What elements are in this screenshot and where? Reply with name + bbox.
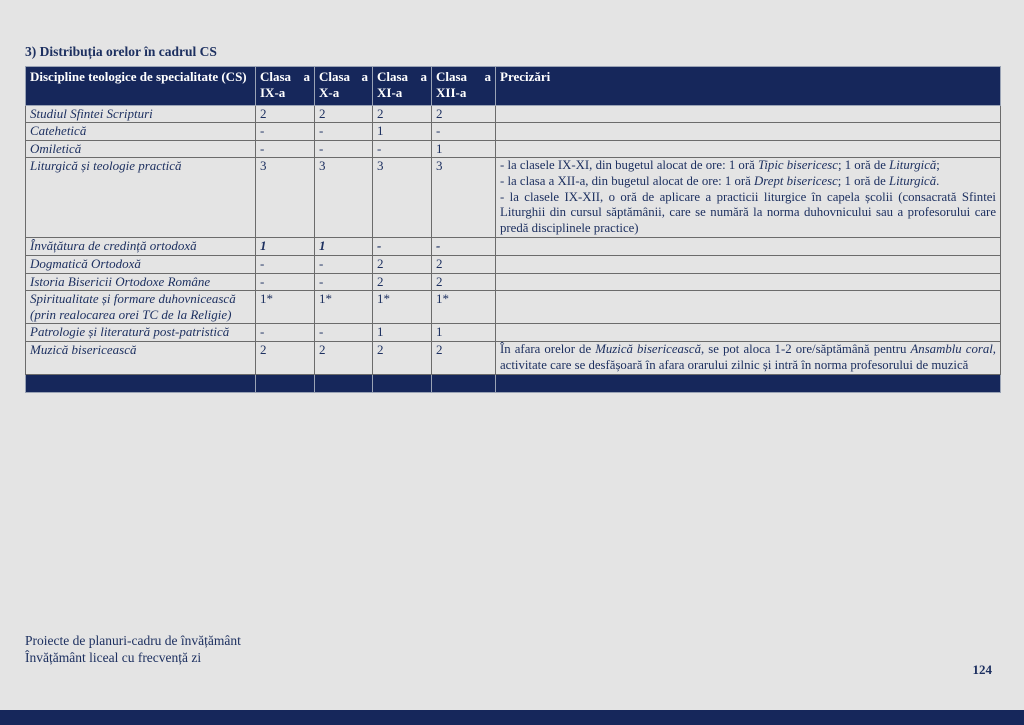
hours-cell: - bbox=[373, 238, 432, 256]
table-row bbox=[26, 238, 1001, 256]
discipline-cell: Muzică bisericească bbox=[26, 341, 256, 374]
hours-cell: 1* bbox=[315, 291, 373, 324]
hours-cell: 1 bbox=[432, 140, 496, 158]
table-row bbox=[26, 341, 1001, 374]
remarks-cell bbox=[496, 341, 1001, 374]
remarks-cell bbox=[496, 324, 1001, 342]
remarks-cell bbox=[496, 238, 1001, 256]
hours-cell: 2 bbox=[256, 341, 315, 374]
hours-cell: 3 bbox=[432, 158, 496, 238]
hours-cell: 3 bbox=[256, 158, 315, 238]
discipline-cell: Omiletică bbox=[26, 140, 256, 158]
header-class-11: Clasa a XI-a bbox=[373, 67, 432, 106]
hours-distribution-table bbox=[25, 66, 1001, 393]
table-bottom-band bbox=[26, 375, 1001, 393]
hours-cell: - bbox=[256, 273, 315, 291]
hours-cell: - bbox=[256, 140, 315, 158]
table-row bbox=[26, 105, 1001, 123]
section-title: 3) Distribuția orelor în cadrul CS bbox=[25, 44, 217, 59]
header-remarks: Precizări bbox=[496, 67, 1001, 106]
hours-cell: 2 bbox=[373, 255, 432, 273]
discipline-cell: Învățătura de credință ortodoxă bbox=[26, 238, 256, 256]
table-row bbox=[26, 255, 1001, 273]
footer-line-2: Învățământ liceal cu frecvență zi bbox=[25, 649, 202, 665]
discipline-cell: Patrologie și literatură post-patristică bbox=[26, 324, 256, 342]
hours-cell: 2 bbox=[373, 105, 432, 123]
discipline-cell: Dogmatică Ortodoxă bbox=[26, 255, 256, 273]
hours-cell: - bbox=[315, 324, 373, 342]
hours-cell: 2 bbox=[432, 273, 496, 291]
hours-cell: - bbox=[256, 324, 315, 342]
table-bottom-band-cell bbox=[26, 375, 256, 393]
hours-cell: - bbox=[432, 238, 496, 256]
page-number: 124 bbox=[972, 662, 992, 677]
remarks-cell bbox=[496, 158, 1001, 238]
footer-line-1: Proiecte de planuri-cadru de învățământ bbox=[25, 633, 241, 648]
remarks-paragraph: - la clasa a XII-a, din bugetul alocat de ore: 1 oră Drept bisericesc; 1 oră de Liturgică. bbox=[500, 173, 940, 188]
remarks-paragraph: - la clasele IX-XI, din bugetul alocat de ore: 1 oră Tipic bisericesc; 1 oră de Liturgică; bbox=[500, 158, 940, 173]
hours-cell: 1 bbox=[432, 324, 496, 342]
table-bottom-band-cell bbox=[432, 375, 496, 393]
hours-cell: 1* bbox=[432, 291, 496, 324]
hours-cell: 3 bbox=[315, 158, 373, 238]
table-row bbox=[26, 140, 1001, 158]
table-header bbox=[26, 67, 1001, 106]
header-discipline: Discipline teologice de specialitate (CS) bbox=[26, 67, 256, 106]
hours-cell: 3 bbox=[373, 158, 432, 238]
page-footer bbox=[25, 633, 241, 667]
table-row bbox=[26, 123, 1001, 141]
remarks-cell bbox=[496, 123, 1001, 141]
hours-cell: - bbox=[256, 123, 315, 141]
table-row bbox=[26, 273, 1001, 291]
discipline-cell: Studiul Sfintei Scripturi bbox=[26, 105, 256, 123]
table-bottom-band-cell bbox=[373, 375, 432, 393]
remarks-paragraph: În afara orelor de Muzică bisericească, se pot aloca 1-2 ore/săptămână pentru Ansamblu coral, activitate care se desfășoară în afara orarului zilnic și intră în norma profesorului de muzică bbox=[500, 341, 996, 372]
table-row bbox=[26, 158, 1001, 238]
hours-cell: - bbox=[373, 140, 432, 158]
hours-cell: 1 bbox=[373, 324, 432, 342]
hours-cell: 1 bbox=[373, 123, 432, 141]
discipline-cell: Istoria Bisericii Ortodoxe Române bbox=[26, 273, 256, 291]
table-bottom-band-cell bbox=[496, 375, 1001, 393]
hours-cell: 1 bbox=[315, 238, 373, 256]
hours-cell: - bbox=[315, 273, 373, 291]
discipline-cell: Liturgică și teologie practică bbox=[26, 158, 256, 238]
table-bottom-band-cell bbox=[315, 375, 373, 393]
hours-cell: 2 bbox=[432, 255, 496, 273]
discipline-cell: Spiritualitate și formare duhovnicească (prin realocarea orei TC de la Religie) bbox=[26, 291, 256, 324]
remarks-cell bbox=[496, 291, 1001, 324]
hours-cell: 2 bbox=[373, 273, 432, 291]
hours-cell: - bbox=[315, 255, 373, 273]
discipline-cell: Catehetică bbox=[26, 123, 256, 141]
table-body bbox=[26, 105, 1001, 393]
table-row bbox=[26, 291, 1001, 324]
header-class-9: Clasa a IX-a bbox=[256, 67, 315, 106]
hours-cell: 2 bbox=[315, 341, 373, 374]
hours-cell: 1* bbox=[256, 291, 315, 324]
remarks-cell bbox=[496, 255, 1001, 273]
hours-cell: - bbox=[256, 255, 315, 273]
hours-cell: 2 bbox=[256, 105, 315, 123]
header-class-10: Clasa a X-a bbox=[315, 67, 373, 106]
table-bottom-band-cell bbox=[256, 375, 315, 393]
hours-cell: 2 bbox=[432, 105, 496, 123]
remarks-paragraph: - la clasele IX-XII, o oră de aplicare a practicii liturgice în capela școlii (consacrată Sfintei Liturghii din cursul săptămânii, care se numără la norma duhovnicului sau a profesorului care predă disciplinele practice) bbox=[500, 189, 996, 235]
hours-cell: - bbox=[315, 123, 373, 141]
hours-cell: - bbox=[315, 140, 373, 158]
hours-cell: 2 bbox=[373, 341, 432, 374]
remarks-cell bbox=[496, 105, 1001, 123]
remarks-cell bbox=[496, 273, 1001, 291]
table-row bbox=[26, 324, 1001, 342]
header-class-12: Clasa a XII-a bbox=[432, 67, 496, 106]
bottom-bar bbox=[0, 710, 1024, 725]
hours-cell: 1 bbox=[256, 238, 315, 256]
table-header-row bbox=[26, 67, 1001, 106]
remarks-cell bbox=[496, 140, 1001, 158]
hours-cell: - bbox=[432, 123, 496, 141]
hours-cell: 2 bbox=[315, 105, 373, 123]
hours-cell: 1* bbox=[373, 291, 432, 324]
hours-cell: 2 bbox=[432, 341, 496, 374]
